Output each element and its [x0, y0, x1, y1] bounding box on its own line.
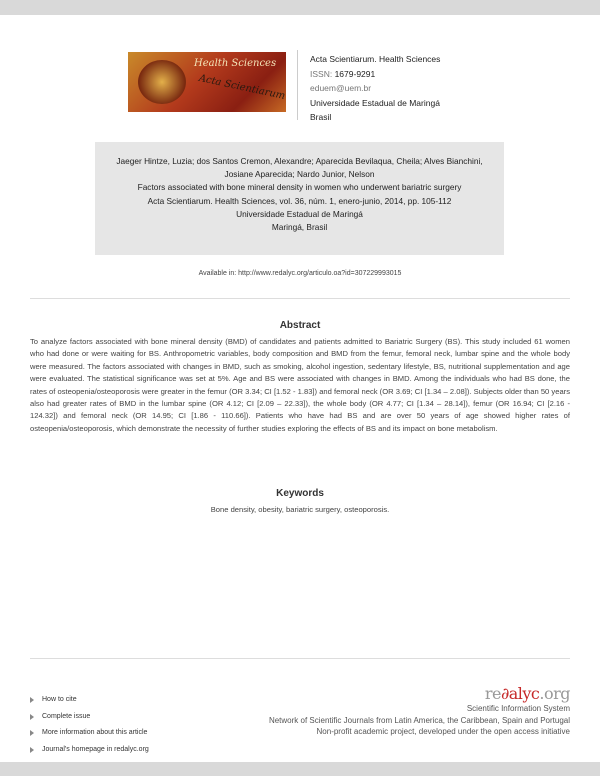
redalyc-logo-part-b: ∂alyc	[500, 684, 540, 703]
abstract-text: To analyze factors associated with bone mineral density (BMD) of candidates and patients admitted to Bariatric Surgery (BS). This study included 61 women who had done or were waiting for BS. Anthropometric variables, body composition and BMD from the femur, femoral neck, lumbar spine and the whole body were measured. The factors associated with changes in BMD, such as smoking, alcohol ingestion, sedentary lifestyle, BS, nutritional supplementation and age were evaluated. The statistical significance was set at 5%. Age and BS were associated with changes in BMD. Among the individuals who had BS done, the rates of osteopenia/osteoporosis were greater in the femur (OR 3.34; CI [1.52 - 1.83]) and femoral neck (OR 3.69; CI [1.34 – 2.08]). Subjects older than 50 years also had greater rates of BMD in the lumbar spine (OR 4.12; CI [2.09 – 22.33]), the whole body (OR 4.77; CI [1.34 – 28.14]), femur (OR 16.94; CI [2.16 - 124.32]) and femoral neck (OR 14.95; CI [1.86 - 110.66]). Patients who have had BS and are over 50 years of age showed higher rates of osteopenia/osteoporosis, which demonstrate the necessity of further studies exploring the effects of BS and its impact on bone metabolism.	[30, 337, 570, 433]
link-label[interactable]: Journal's homepage in redalyc.org	[42, 745, 149, 753]
redalyc-line3: Non-profit academic project, developed under the open access initiative	[316, 727, 570, 736]
redalyc-logo-part-a: re	[484, 684, 501, 703]
logo-text-health-sciences: Health Sciences	[194, 58, 277, 69]
citation-authors: Jaeger Hintze, Luzia; dos Santos Cremon, Alexandre; Aparecida Bevilaqua, Cheila; Alves Bianchini, Josiane Aparecida; Nardo Junior, Nelson	[116, 156, 483, 180]
keywords-text: Bone density, obesity, bariatric surgery, osteoporosis.	[210, 505, 390, 514]
bottom-bar	[0, 762, 600, 776]
journal-logo	[128, 52, 286, 112]
journal-info	[310, 52, 440, 125]
divider-bottom	[30, 658, 570, 659]
link-label[interactable]: How to cite	[42, 696, 77, 703]
link-label[interactable]: More information about this article	[42, 729, 148, 736]
citation-location: Maringá, Brasil	[271, 222, 328, 233]
journal-email[interactable]: eduem@uem.br	[310, 83, 372, 93]
redalyc-info	[269, 684, 570, 738]
link-complete-issue[interactable]	[30, 709, 149, 726]
citation-institution: Universidade Estadual de Maringá	[236, 208, 363, 219]
arrow-icon	[30, 697, 34, 703]
redalyc-logo[interactable]	[269, 684, 570, 703]
available-link[interactable]: Available in: http://www.redalyc.org/articulo.oa?id=307229993015	[198, 270, 402, 277]
redalyc-line2: Network of Scientific Journals from Latin America, the Caribbean, Spain and Portugal	[268, 715, 570, 725]
journal-name: Acta Scientiarum. Health Sciences	[310, 54, 441, 64]
abstract-heading: Abstract	[279, 320, 321, 331]
issn-value: 1679-9291	[334, 68, 376, 79]
footer-links	[30, 692, 149, 758]
redalyc-line1: Scientific Information System	[466, 704, 570, 713]
keywords-heading: Keywords	[276, 488, 324, 499]
arrow-icon	[30, 714, 34, 720]
issn-label: ISSN:	[310, 68, 333, 79]
link-how-to-cite[interactable]	[30, 692, 149, 709]
link-more-info[interactable]	[30, 725, 149, 742]
journal-issn	[310, 67, 440, 82]
arrow-icon	[30, 747, 34, 753]
header-divider	[297, 50, 298, 120]
top-bar	[0, 0, 600, 15]
link-journal-homepage[interactable]	[30, 742, 149, 759]
journal-country: Brasil	[310, 112, 332, 122]
logo-text-acta: Acta Scientiarum	[197, 72, 286, 103]
link-label[interactable]: Complete issue	[42, 712, 91, 720]
arrow-icon	[30, 730, 34, 736]
logo-emblem	[138, 60, 186, 104]
divider-top	[30, 298, 570, 299]
citation-source: Acta Scientiarum. Health Sciences, vol. 36, núm. 1, enero-junio, 2014, pp. 105-112	[147, 195, 452, 206]
citation-title: Factors associated with bone mineral density in women who underwent bariatric surgery	[137, 182, 462, 193]
journal-university: Universidade Estadual de Maringá	[310, 97, 440, 108]
redalyc-logo-part-c: .org	[539, 684, 570, 703]
citation-box	[95, 142, 504, 255]
